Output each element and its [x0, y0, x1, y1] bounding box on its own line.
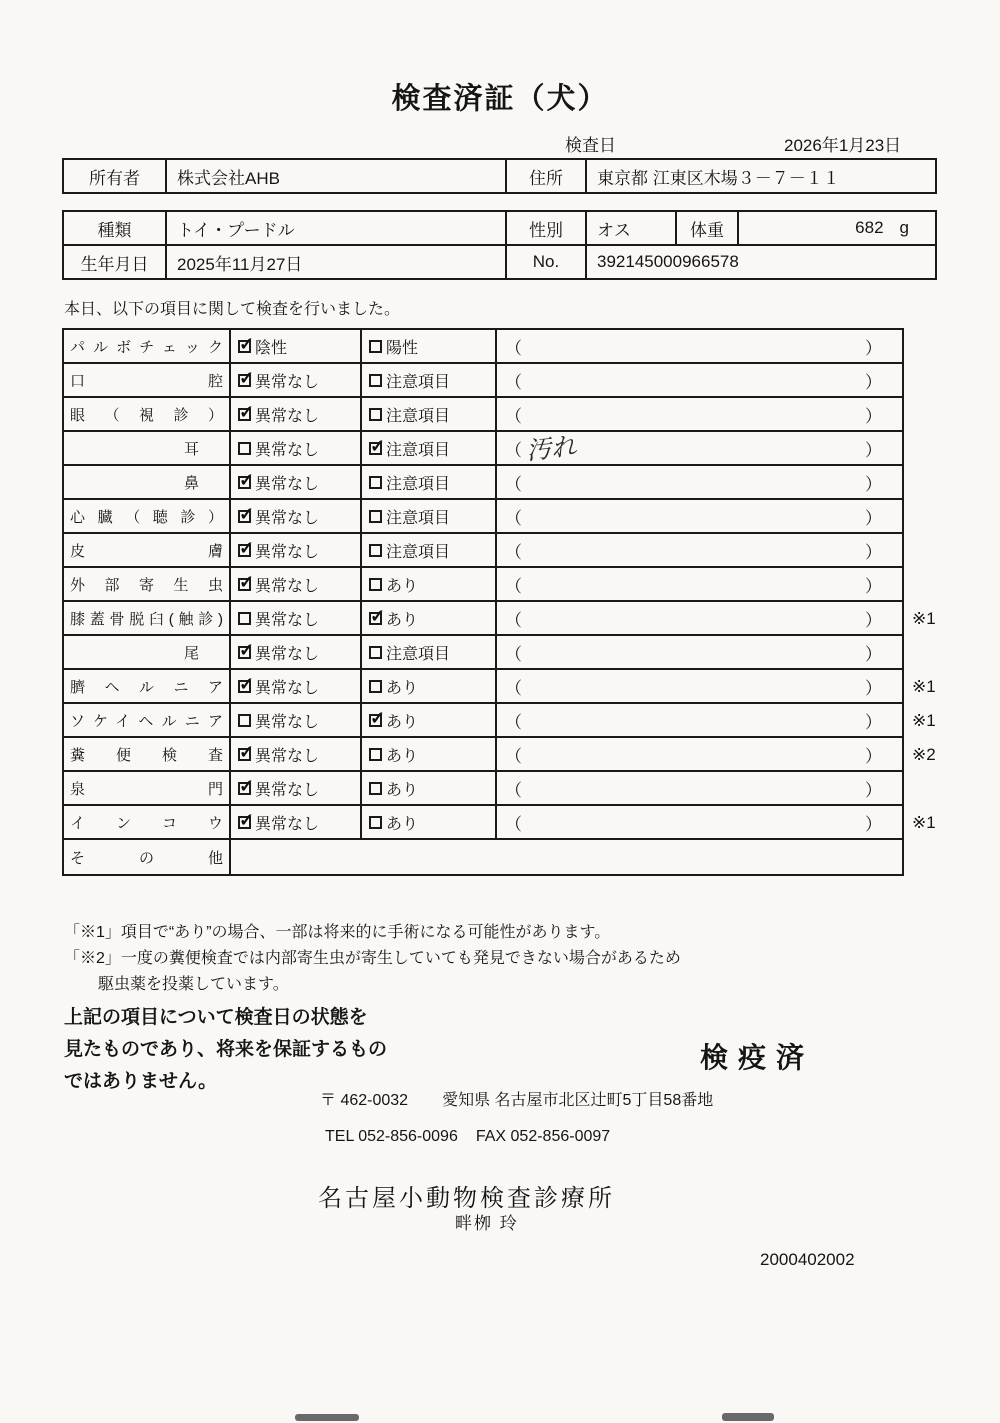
item-name-cell: [64, 466, 231, 498]
breed-label: 種類: [63, 211, 166, 245]
birth-row: [63, 245, 936, 279]
option1-label: 異常なし: [255, 441, 320, 459]
footnote-mark: ※2: [912, 745, 936, 764]
inspection-item-row: [64, 398, 902, 432]
item-name-cell: [64, 738, 231, 770]
paren-open-glyph: （: [505, 678, 522, 698]
inspection-item-row: [64, 670, 936, 704]
footnote-mark: ※1: [912, 813, 936, 832]
item-note-cell: [497, 500, 902, 532]
checkbox-icon: [369, 476, 382, 489]
option1-label: 異常なし: [255, 747, 320, 765]
paren-open-glyph: （: [505, 610, 522, 630]
inspection-item-row: [64, 772, 902, 806]
item-option1-cell: [231, 330, 362, 362]
paren-close-glyph: ）: [865, 712, 882, 732]
footnote-2: 「※2」一度の糞便検査では内部寄生虫が寄生していても発見できない場合があるため: [64, 950, 681, 967]
sex-label: 性別: [506, 211, 586, 245]
checkbox-icon: [369, 680, 382, 693]
footnotes: [64, 920, 681, 998]
checkbox-icon: [238, 442, 251, 455]
item-name: 膝蓋骨脱臼(触診): [70, 610, 223, 628]
clinic-person: 畔栁 玲: [455, 1214, 519, 1233]
item-option2-cell: [362, 398, 497, 430]
weight-value: 682: [855, 218, 884, 237]
inspection-item-row: [64, 500, 902, 534]
intro-text: 本日、以下の項目に関して検査を行いました。: [64, 301, 401, 318]
animal-table: [62, 210, 937, 280]
item-name: 皮膚: [70, 542, 223, 560]
item-option2-cell: [362, 500, 497, 532]
footnote-mark: ※1: [912, 609, 936, 628]
paren-open-glyph: （: [505, 508, 522, 528]
quarantine-stamp: 検疫済: [700, 1042, 815, 1073]
item-option2-cell: [362, 364, 497, 396]
option2-label: あり: [386, 815, 419, 833]
item-name: ソケイヘルニア: [70, 712, 223, 730]
item-note-cell: [497, 364, 902, 396]
option2-label: 注意項目: [386, 407, 451, 425]
paren-close-glyph: ）: [865, 746, 882, 766]
footnote-1: 「※1」項目で“あり”の場合、一部は将来的に手術になる可能性があります。: [64, 924, 611, 941]
item-name-cell: [64, 432, 231, 464]
checkbox-icon: [369, 544, 382, 557]
item-name: 心臓（聴診）: [70, 508, 223, 526]
item-note-cell: [497, 330, 902, 362]
paren-close-glyph: ）: [865, 338, 882, 358]
breed-row: [63, 211, 936, 245]
paren-close-glyph: ）: [865, 814, 882, 834]
option2-label: あり: [386, 713, 419, 731]
birth-label: 生年月日: [63, 245, 166, 279]
item-note-cell: [497, 602, 902, 634]
item-option1-cell: [231, 534, 362, 566]
item-option2-cell: [362, 534, 497, 566]
item-name: 外部寄生虫: [70, 576, 223, 594]
item-option2-cell: [362, 738, 497, 770]
clinic-fax: FAX 052-856-0097: [475, 1128, 611, 1145]
weight-label: 体重: [676, 211, 738, 245]
inspection-item-row: [64, 704, 936, 738]
weight-cell: [738, 211, 936, 245]
checkbox-icon: [369, 646, 382, 659]
item-name: 糞便検査: [70, 746, 223, 764]
inspection-items-table: [62, 328, 936, 876]
checkbox-icon: [238, 544, 251, 557]
item-name: 耳: [183, 440, 199, 458]
inspection-item-row: [64, 840, 902, 874]
paren-open-glyph: （: [505, 542, 522, 562]
option2-label: あり: [386, 611, 419, 629]
item-option1-cell: [231, 568, 362, 600]
inspection-item-row: [64, 602, 936, 636]
paren-close-glyph: ）: [865, 576, 882, 596]
item-option1-cell: [231, 670, 362, 702]
option2-label: 注意項目: [386, 373, 451, 391]
paren-close-glyph: ）: [865, 508, 882, 528]
inspection-item-row: [64, 466, 902, 500]
item-option2-cell: [362, 602, 497, 634]
checkbox-icon: [369, 612, 382, 625]
scan-artifact: [295, 1414, 359, 1421]
no-value: 392145000966578: [586, 245, 936, 279]
checkbox-icon: [238, 748, 251, 761]
item-note-cell: [497, 568, 902, 600]
inspection-date-row: [62, 131, 935, 155]
weight-unit: g: [899, 218, 909, 237]
paren-open-glyph: （: [505, 780, 522, 800]
breed-value: トイ・プードル: [166, 211, 506, 245]
paren-close-glyph: ）: [865, 474, 882, 494]
checkbox-icon: [238, 816, 251, 829]
checkbox-icon: [238, 782, 251, 795]
checkbox-icon: [369, 714, 382, 727]
item-name-cell: [64, 330, 231, 362]
item-name: インコウ: [70, 814, 223, 832]
sex-value: オス: [586, 211, 676, 245]
paren-close-glyph: ）: [865, 440, 882, 460]
item-name-cell: [64, 602, 231, 634]
checkbox-icon: [369, 340, 382, 353]
paren-close-glyph: ）: [865, 542, 882, 562]
item-note-cell: [497, 738, 902, 770]
item-note-cell: [497, 398, 902, 430]
option1-label: 異常なし: [255, 679, 320, 697]
item-option1-cell: [231, 636, 362, 668]
item-name-cell: [64, 534, 231, 566]
inspection-item-row: [64, 806, 936, 840]
paren-open-glyph: （: [505, 644, 522, 664]
checkbox-icon: [238, 340, 251, 353]
option2-label: 注意項目: [386, 475, 451, 493]
clinic-address: 愛知県 名古屋市北区辻町5丁目58番地: [442, 1092, 714, 1109]
item-option2-cell: [362, 806, 497, 838]
handwritten-note: 汚れ: [524, 431, 578, 466]
item-empty-cell: [231, 840, 902, 874]
item-name-cell: [64, 398, 231, 430]
inspection-item-row: [64, 432, 902, 466]
item-option1-cell: [231, 398, 362, 430]
item-name: 鼻: [183, 474, 199, 492]
disclaimer-line-1: 上記の項目について検査日の状態を: [64, 1007, 368, 1028]
item-option2-cell: [362, 432, 497, 464]
checkbox-icon: [369, 816, 382, 829]
item-option1-cell: [231, 772, 362, 804]
item-name-cell: [64, 670, 231, 702]
checkbox-icon: [238, 646, 251, 659]
item-option1-cell: [231, 806, 362, 838]
option2-label: 注意項目: [386, 645, 451, 663]
item-note-cell: [497, 806, 902, 838]
item-name: 眼（視診）: [70, 406, 223, 424]
checkbox-icon: [238, 374, 251, 387]
checkbox-icon: [369, 748, 382, 761]
checkbox-icon: [238, 714, 251, 727]
option1-label: 異常なし: [255, 373, 320, 391]
item-note-cell: [497, 670, 902, 702]
checkbox-icon: [369, 510, 382, 523]
paren-close-glyph: ）: [865, 780, 882, 800]
item-name: 泉門: [70, 780, 223, 798]
clinic-postal: 〒 462-0032: [320, 1092, 409, 1109]
option1-label: 異常なし: [255, 815, 320, 833]
owner-row: [63, 159, 936, 193]
option1-label: 異常なし: [255, 407, 320, 425]
address-value: 東京都 江東区木場３－７－１１: [586, 159, 936, 193]
paren-close-glyph: ）: [865, 678, 882, 698]
disclaimer-line-2: 見たものであり、将来を保証するもの: [64, 1039, 388, 1060]
paren-open-glyph: （: [505, 338, 522, 358]
inspection-item-row: [64, 636, 902, 670]
footnote-2b: 駆虫薬を投薬しています。: [98, 976, 289, 993]
paren-open-glyph: （: [505, 814, 522, 834]
item-option2-cell: [362, 670, 497, 702]
item-note-cell: [497, 466, 902, 498]
paren-close-glyph: ）: [865, 644, 882, 664]
option1-label: 異常なし: [255, 781, 320, 799]
paren-close-glyph: ）: [865, 406, 882, 426]
item-option1-cell: [231, 500, 362, 532]
option1-label: 異常なし: [255, 543, 320, 561]
item-name-cell: [64, 704, 231, 736]
option1-label: 異常なし: [255, 611, 320, 629]
item-name-cell: [64, 636, 231, 668]
clinic-tel: TEL 052-856-0096: [325, 1128, 458, 1145]
item-option1-cell: [231, 704, 362, 736]
inspection-item-row: [64, 364, 902, 398]
item-name-cell: [64, 568, 231, 600]
option2-label: 陽性: [386, 339, 419, 357]
checkbox-icon: [238, 510, 251, 523]
option2-label: あり: [386, 781, 419, 799]
item-note-cell: [497, 432, 902, 464]
clinic-tel-line: [325, 1128, 610, 1146]
option1-label: 異常なし: [255, 475, 320, 493]
clinic-name: 名古屋小動物検査診療所: [318, 1185, 615, 1212]
checkbox-icon: [369, 442, 382, 455]
checkbox-icon: [369, 578, 382, 591]
item-name: その他: [70, 849, 223, 867]
paren-open-glyph: （: [505, 576, 522, 596]
item-name: 尾: [183, 644, 199, 662]
inspection-date-value: 2026年1月23日: [784, 136, 902, 155]
checkbox-icon: [238, 612, 251, 625]
address-label: 住所: [506, 159, 586, 193]
checkbox-icon: [238, 476, 251, 489]
checkbox-icon: [238, 680, 251, 693]
checkbox-icon: [369, 782, 382, 795]
paren-close-glyph: ）: [865, 372, 882, 392]
option2-label: あり: [386, 747, 419, 765]
no-label: No.: [506, 245, 586, 279]
inspection-date-label: 検査日: [565, 136, 616, 155]
option1-label: 異常なし: [255, 577, 320, 595]
inspection-item-row: [64, 738, 936, 772]
paren-close-glyph: ）: [865, 610, 882, 630]
item-option1-cell: [231, 738, 362, 770]
item-option2-cell: [362, 568, 497, 600]
owner-value: 株式会社AHB: [166, 159, 506, 193]
option2-label: 注意項目: [386, 509, 451, 527]
item-name-cell: [64, 840, 231, 874]
option2-label: 注意項目: [386, 441, 451, 459]
footnote-mark: ※1: [912, 711, 936, 730]
inspection-item-row: [64, 568, 902, 602]
item-name: パルボチェック: [70, 338, 223, 356]
item-option2-cell: [362, 704, 497, 736]
paren-open-glyph: （: [505, 440, 522, 460]
checkbox-icon: [369, 374, 382, 387]
item-option1-cell: [231, 432, 362, 464]
item-name: 臍ヘルニア: [70, 678, 223, 696]
checkbox-icon: [369, 408, 382, 421]
paren-open-glyph: （: [505, 746, 522, 766]
inspection-item-row: [64, 534, 902, 568]
paren-open-glyph: （: [505, 474, 522, 494]
item-option2-cell: [362, 772, 497, 804]
owner-table: [62, 158, 937, 194]
serial-number: 2000402002: [760, 1250, 855, 1269]
birth-value: 2025年11月27日: [166, 245, 506, 279]
item-option2-cell: [362, 636, 497, 668]
option1-label: 異常なし: [255, 713, 320, 731]
scan-artifact: [722, 1413, 774, 1421]
item-option2-cell: [362, 330, 497, 362]
clinic-address-line: [320, 1087, 713, 1110]
checkbox-icon: [238, 408, 251, 421]
item-note-cell: [497, 636, 902, 668]
item-name-cell: [64, 772, 231, 804]
checkbox-icon: [238, 578, 251, 591]
item-note-cell: [497, 534, 902, 566]
option1-label: 異常なし: [255, 645, 320, 663]
option1-label: 異常なし: [255, 509, 320, 527]
footnote-mark: ※1: [912, 677, 936, 696]
option2-label: あり: [386, 577, 419, 595]
inspection-item-row: [64, 330, 902, 364]
item-name-cell: [64, 500, 231, 532]
paren-open-glyph: （: [505, 712, 522, 732]
option1-label: 陰性: [255, 339, 288, 357]
option2-label: 注意項目: [386, 543, 451, 561]
item-name-cell: [64, 364, 231, 396]
item-option1-cell: [231, 602, 362, 634]
page-title: 検査済証（犬）: [391, 83, 609, 115]
disclaimer-statement: [64, 1002, 387, 1098]
item-note-cell: [497, 704, 902, 736]
item-option2-cell: [362, 466, 497, 498]
option2-label: あり: [386, 679, 419, 697]
item-option1-cell: [231, 364, 362, 396]
disclaimer-line-3: ではありません。: [64, 1071, 218, 1092]
paren-open-glyph: （: [505, 406, 522, 426]
item-note-cell: [497, 772, 902, 804]
owner-label: 所有者: [63, 159, 166, 193]
item-option1-cell: [231, 466, 362, 498]
item-name: 口腔: [70, 372, 223, 390]
item-name-cell: [64, 806, 231, 838]
paren-open-glyph: （: [505, 372, 522, 392]
